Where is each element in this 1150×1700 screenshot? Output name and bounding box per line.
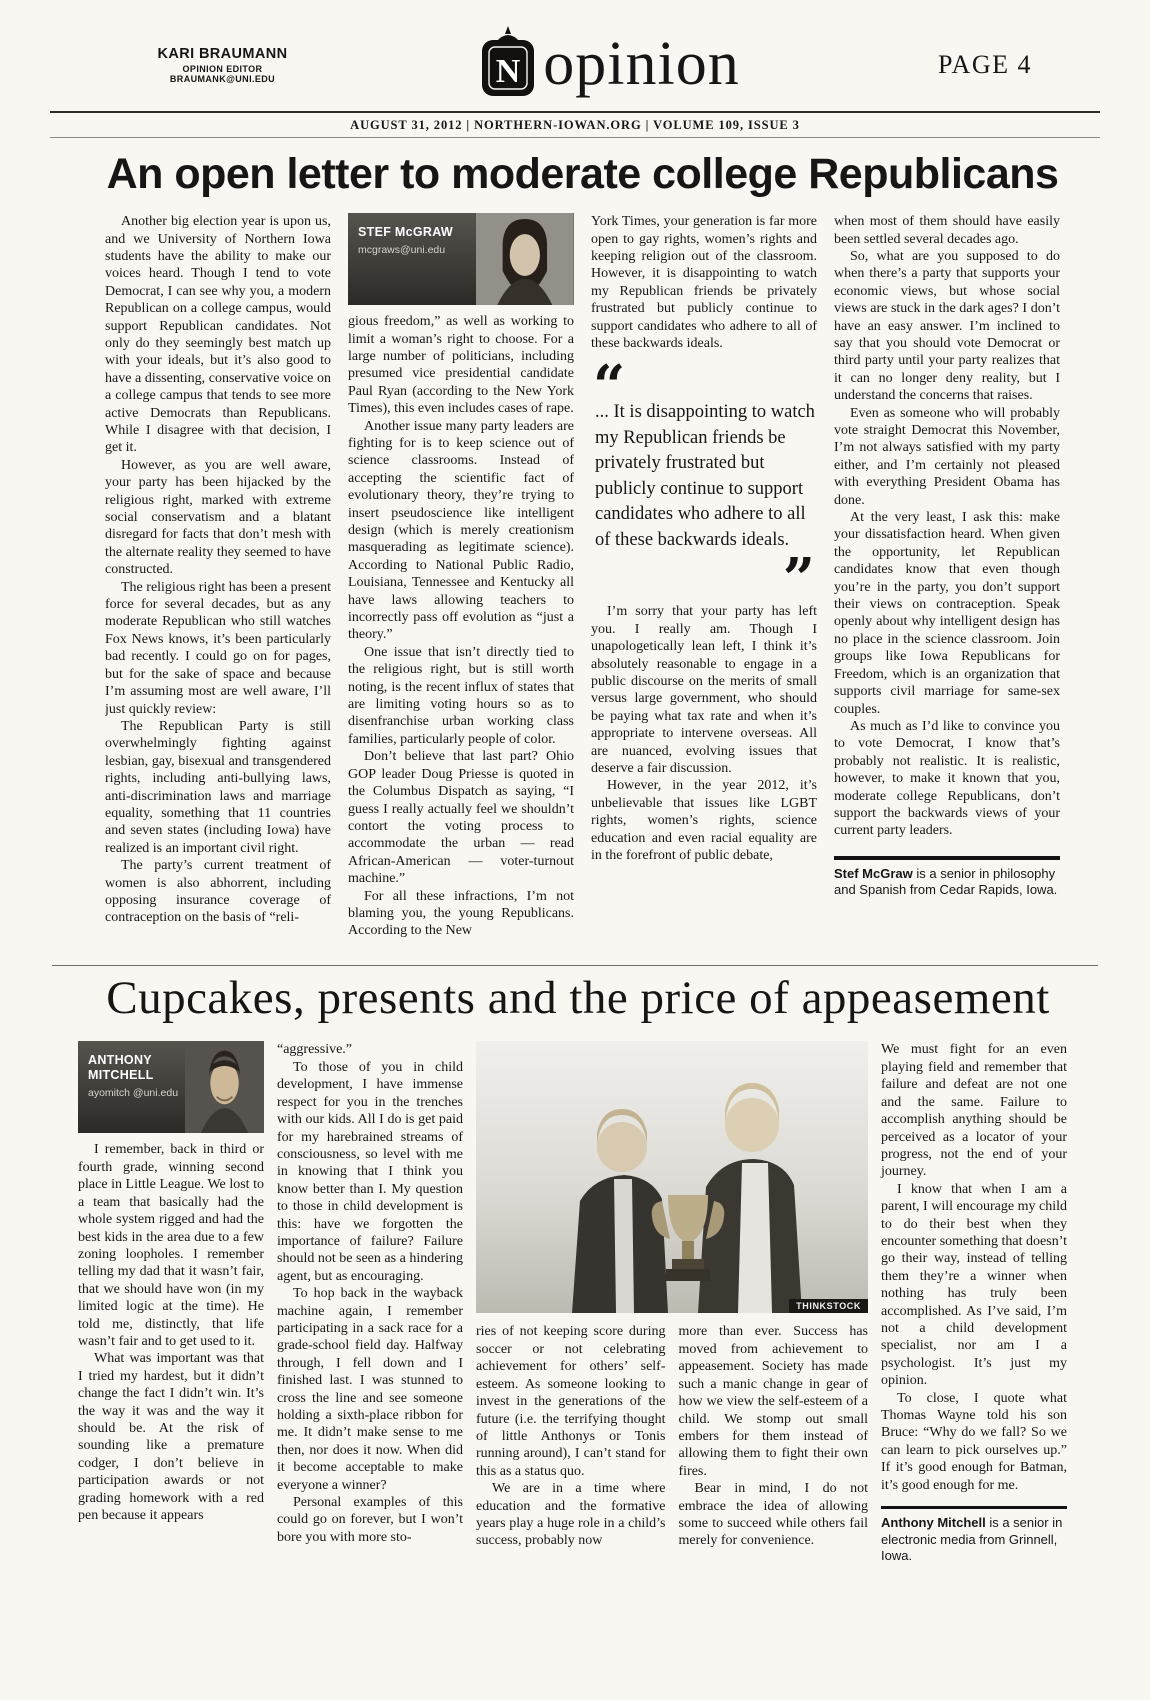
bio-author-text: is a senior in electronic media from Grinnell, Iowa. bbox=[881, 1515, 1063, 1564]
photo-and-text bbox=[476, 1041, 868, 1661]
paragraph: To those of you in child development, I have immense respect for you in the trenches with our kids. All I do is get paid for my harebrained streams of consciousness, so level with me in knowing that I think you know better than I. My question to those in child development is this: have we forgotten the importance of failure? Failure should not be seen as a hindering agent, but as encouraging. bbox=[277, 1059, 463, 1284]
text-column-2 bbox=[348, 213, 574, 955]
section-brand bbox=[325, 26, 890, 103]
bio-author-name: Anthony Mitchell bbox=[881, 1515, 986, 1531]
photo-credit: THINKSTOCK bbox=[789, 1299, 868, 1313]
paragraph: when most of them should have easily been settled several decades ago. bbox=[834, 214, 1060, 247]
paragraph: Personal examples of this could go on forever, but I won’t bore you with more sto- bbox=[277, 1495, 463, 1545]
text-column-1 bbox=[105, 213, 331, 955]
close-quote-icon: ” bbox=[782, 546, 815, 613]
paragraph: I know that when I am a parent, I will encourage my child to do their best when they encounter something that doesn’t go their way, instead of telling them they’re a winner when nothing has truly been accomplished. As I’ve said, I’m not a child development specialist, nor am I a psychologist. It’s just my opinion. bbox=[881, 1181, 1067, 1389]
column-text bbox=[348, 313, 574, 940]
text-column-4 bbox=[679, 1323, 869, 1549]
paragraph: Even as someone who will probably vote straight Democrat this November, I’m not always satisfied with my party either, and I’m certainly not pleased with everything President Obama has done. bbox=[834, 405, 1060, 508]
paragraph: However, as you are well aware, your party has been hijacked by the religious right, marked with extreme social conservatism and a blatant disregard for facts that don’t mesh with the alternate reality they seemed to have constructed. bbox=[105, 457, 331, 578]
paragraph: At the very least, I ask this: make your dissatisfaction heard. When given the opportunity, let Republican candidates know that even though you’re in the party, you don’t support their views on contraception. Speak openly about why intelligent design has no place in the science classroom. Join groups like Iowa Republicans for Freedom, which is an organization that supports civil marriage for same-sex couples. bbox=[834, 510, 1060, 717]
paragraph: York Times, your generation is far more open to gay rights, women’s rights and keeping religion out of the classroom. However, it is disappointing to watch my Republican friends be privately frustrated but publicly continue to support candidates who adhere to all of these backwards ideals. bbox=[591, 214, 817, 351]
paragraph: The Republican Party is still overwhelmingly fighting against lesbian, gay, bisexual and transgendered rights, including anti-bullying laws, anti-discrimination laws and marriage equality, something that 11 countries and seven states (including Iowa) have realized is an important civil right. bbox=[105, 718, 331, 856]
paragraph: more than ever. Success has moved from achievement to appeasement. Society has made such a manic change in gear of how we view the self-esteem of a child. We stomp out small embers for them instead of allowing them to fight their own fires. bbox=[678, 1324, 868, 1479]
author-email: ayomitch @uni.edu bbox=[88, 1087, 179, 1100]
paragraph: However, in the year 2012, it’s unbelievable that issues like LGBT rights, women’s rights, science education and even racial equality are in the forefront of public debate, bbox=[591, 778, 817, 864]
under-photo-columns bbox=[476, 1323, 868, 1549]
text-column-3 bbox=[591, 213, 817, 955]
northern-iowan-logo-icon bbox=[475, 26, 541, 103]
column-text bbox=[834, 213, 1060, 840]
author-name: ANTHONY MITCHELL bbox=[88, 1053, 154, 1083]
author-bio bbox=[881, 1506, 1067, 1565]
author-photo bbox=[476, 213, 574, 305]
author-byline-card bbox=[348, 213, 574, 305]
article-cupcakes bbox=[0, 974, 1150, 1661]
editor-email: BRAUMANK@UNI.EDU bbox=[169, 73, 276, 84]
text-column-1 bbox=[78, 1041, 264, 1661]
column-text bbox=[591, 213, 817, 352]
column-text bbox=[591, 603, 817, 864]
text-column-5 bbox=[881, 1041, 1067, 1661]
paragraph: I remember, back in third or fourth grade, winning second place in Little League. We lost to a team that basically had the whole system rigged and had the best kids in the area due to a few zoning loopholes. I remember telling my dad that it wasn’t fair, that we should have won (in my limited logic at the time). He told me, distinctly, that life wasn’t fair and to get used to it. bbox=[78, 1142, 264, 1349]
paragraph: gious freedom,” as well as working to limit a woman’s right to choose. For a large number of politicians, including presumed vice presidential candidate Paul Ryan (according to the New York Times), this even includes cases of rape. bbox=[348, 314, 574, 417]
dateline: AUGUST 31, 2012 | NORTHERN-IOWAN.ORG | VOLUME 109, ISSUE 3 bbox=[50, 111, 1100, 138]
paragraph: One issue that isn’t directly tied to the religious right, but is still worth noting, is the recent influx of states that are limiting voting hours so as to disenfranchise urban working class families, particularly people of color. bbox=[348, 644, 574, 747]
paragraph: The religious right has been a present force for several decades, but as any moderate Republican who still watches Fox News knows, it’s been particularly bad recently. I could go on for pages, but for the sake of space and because I’m assuming most are well aware, I’ll just quickly review: bbox=[105, 579, 331, 717]
editor-info-block bbox=[120, 46, 325, 84]
paragraph: “aggressive.” bbox=[277, 1042, 353, 1058]
masthead bbox=[0, 0, 1150, 109]
paragraph: The party’s current treatment of women is also abhorrent, including opposing insurance coverage of contraception on the basis of “reli- bbox=[105, 858, 331, 926]
byline-info bbox=[78, 1041, 185, 1133]
article-body bbox=[78, 1041, 1078, 1661]
article-headline: An open letter to moderate college Republicans bbox=[106, 150, 1059, 198]
section-title: opinion bbox=[543, 30, 740, 99]
bio-author-text: is a senior in philosophy and Spanish from Cedar Rapids, Iowa. bbox=[834, 865, 1058, 898]
column-text bbox=[78, 1141, 264, 1524]
article-divider bbox=[52, 965, 1098, 966]
pull-quote bbox=[591, 353, 817, 613]
paragraph: To hop back in the wayback machine again, I remember participating in a sack race for a grade-school field day. Halfway through, I fell down and I finished last. I was stunned to cross the line and see someone holding a sixth-place ribbon for me. It didn’t make sense to me then, nor does it now. When did it become acceptable to make everyone a winner? bbox=[277, 1286, 463, 1493]
author-byline-card bbox=[78, 1041, 264, 1133]
paragraph: We must fight for an even playing field and remember that failure and defeat are not one and the same. Failure to accomplish anything should be perceived as a locator of your progress, not the end of your journey. bbox=[881, 1042, 1067, 1180]
byline-info bbox=[348, 213, 476, 305]
paragraph: I’m sorry that your party has left you. I really am. Though I unapologetically lean left, I think it’s absolutely reasonable to engage in a public discourse on the merits of small versus large government, who should be paying what tax rate and when it’s appropriate to intervene overseas. All are nuanced, evolving issues that deserve a fair discussion. bbox=[591, 604, 817, 777]
author-email: mcgraws@uni.edu bbox=[358, 244, 446, 257]
bio-author-name: Stef McGraw bbox=[834, 865, 913, 881]
editor-name: KARI BRAUMANN bbox=[157, 45, 288, 62]
article-open-letter bbox=[0, 138, 1150, 955]
paragraph: What was important was that I tried my hardest, but it didn’t change the fact I didn’t win. It’s the way it was and the way it should be. At the risk of sounding like a premature codger, I don’t believe in participation awards or not grading homework with a red pen because it appears bbox=[78, 1351, 264, 1524]
paragraph: As much as I’d like to convince you to vote Democrat, I know that’s probably not realistic. It is realistic, however, to make it known that you, moderate college Republicans, don’t support the backwards views of your current party leaders. bbox=[834, 718, 1060, 839]
paragraph: Don’t believe that last part? Ohio GOP leader Doug Priesse is quoted in the Columbus Dispatch as saying, “I guess I really actually feel we shouldn’t contort the voting process to accommodate the urban — read African-American — voter-turnout machine.” bbox=[348, 749, 574, 887]
editor-title: OPINION EDITOR bbox=[182, 63, 263, 74]
page-number: PAGE 4 bbox=[937, 49, 1032, 79]
text-column-3 bbox=[476, 1323, 666, 1549]
paragraph: Another big election year is upon us, and we University of Northern Iowa students have the ability to make our voices heard. Though I tend to vote Democrat, I can see why you, a modern Republican on a college campus, would support Republican candidates. Not only do they seemingly best match up with your ideals, but it’s also good to have a dissenting, conservative voice on a college campus that tends to see more active Democrats than Republicans. While I disagree with that decision, I get it. bbox=[105, 214, 331, 456]
paragraph: For all these infractions, I’m not blaming you, the young Republicans. According to the New bbox=[348, 888, 574, 939]
author-bio bbox=[834, 856, 1060, 899]
trophy-photo bbox=[476, 1041, 868, 1313]
pull-quote-text: ... It is disappointing to watch my Republican friends be privately frustrated but publicly continue to support candidates who adhere to all of these backwards ideals. bbox=[595, 402, 815, 550]
text-column-4 bbox=[834, 213, 1060, 955]
author-photo bbox=[185, 1041, 264, 1133]
paragraph: We are in a time where education and the formative years play a huge role in a child’s success, probably now bbox=[476, 1481, 666, 1549]
paragraph: To close, I quote what Thomas Wayne told his son Bruce: “Why do we fall? So we can learn to pick ourselves up.” If it’s good enough for Batman, it’s good enough for me. bbox=[881, 1390, 1067, 1493]
svg-text:N: N bbox=[495, 53, 521, 90]
open-quote-icon: “ bbox=[593, 353, 626, 420]
author-name: STEF McGRAW bbox=[358, 225, 453, 240]
text-column-2 bbox=[277, 1041, 463, 1661]
article-body bbox=[105, 213, 1060, 955]
paragraph: So, what are you supposed to do when there’s a party that supports your economic views, but whose social views are stuck in the dark ages? I don’t have an easy answer. I’m inclined to say that you should vote Democrat or third party until your party realizes that it can no longer deny reality, but I understand the concerns that raises. bbox=[834, 248, 1060, 404]
paragraph: Bear in mind, I do not embrace the idea of allowing some to succeed while others fail merely for convenience. bbox=[678, 1481, 868, 1549]
paragraph: Another issue many party leaders are fighting for is to keep science out of science classrooms. Instead of accepting the scientific fact of evolutionary theory, they’re trying to insert pseudoscience like intelligent design (which is merely creationism masquerading as legitimate science). According to National Public Radio, Louisiana, Tennessee and Kentucky all have laws allowing teachers to incorrectly pass off evolution as “just a theory.” bbox=[348, 418, 574, 643]
article-headline: Cupcakes, presents and the price of appeasement bbox=[106, 972, 1050, 1025]
column-text bbox=[881, 1041, 1067, 1494]
paragraph: ries of not keeping score during soccer or not celebrating achievement for others’ self-esteem. As someone looking to invest in the generations of the future (i.e. the terrifying thought of little Anthonys or Tonis running around), I can’t stand for this as a status quo. bbox=[476, 1324, 666, 1479]
